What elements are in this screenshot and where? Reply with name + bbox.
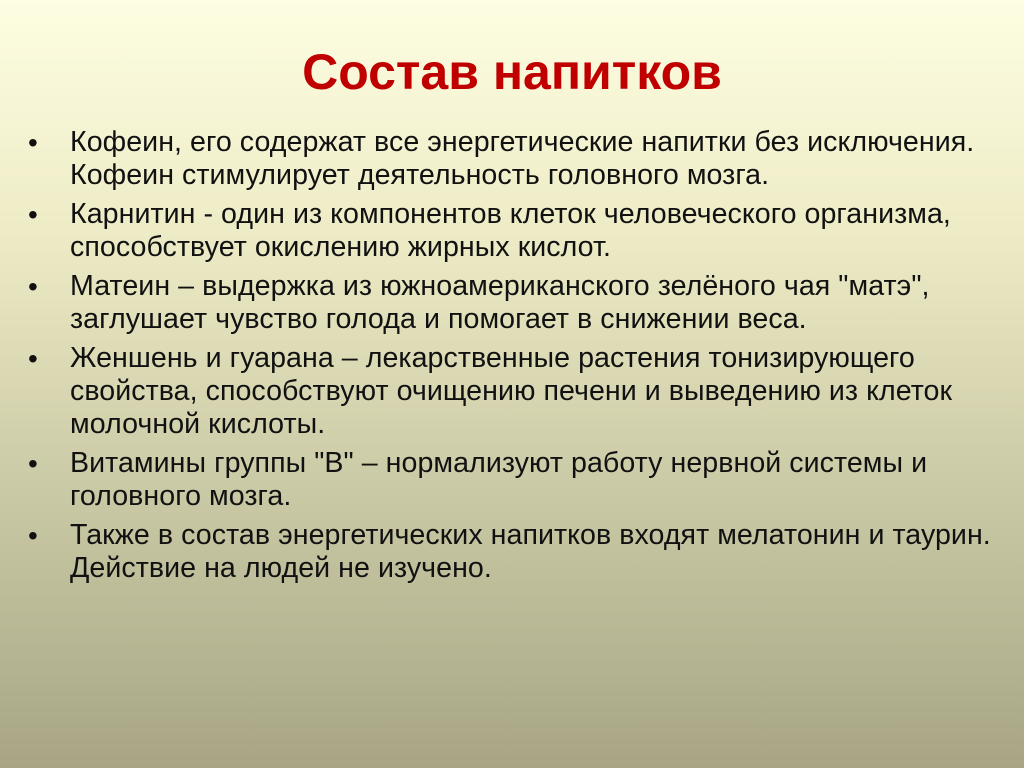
bullet-text: Также в состав энергетических напитков входят мелатонин и таурин. Действие на людей не изучено. bbox=[70, 519, 991, 584]
bullet-text: Карнитин - один из компонентов клеток человеческого организма, способствует окислению жирных кислот. bbox=[70, 198, 951, 263]
bullet-text: Матеин – выдержка из южноамериканского зелёного чая "матэ", заглушает чувство голода и помогает в снижении веса. bbox=[70, 270, 930, 335]
bullet-marker: • bbox=[28, 271, 38, 302]
bullet-marker: • bbox=[28, 343, 38, 374]
bullet-item bbox=[28, 447, 1018, 513]
bullet-marker: • bbox=[28, 448, 38, 479]
slide-title: Состав напитков bbox=[302, 44, 722, 100]
bullet-item bbox=[28, 198, 1018, 264]
bullet-item bbox=[28, 126, 1018, 192]
bullet-marker: • bbox=[28, 520, 38, 551]
bullet-item bbox=[28, 342, 1018, 441]
bullet-text: Женшень и гуарана – лекарственные растения тонизирующего свойства, способствуют очищению печени и выведению из клеток молочной кислоты. bbox=[70, 342, 953, 440]
bullet-marker: • bbox=[28, 127, 38, 158]
bullet-item bbox=[28, 519, 1018, 585]
bullet-text: Витамины группы "В" – нормализуют работу нервной системы и головного мозга. bbox=[70, 447, 928, 512]
bullet-item bbox=[28, 270, 1018, 336]
bullet-list bbox=[28, 126, 1018, 591]
bullet-text: Кофеин, его содержат все энергетические напитки без исключения. Кофеин стимулирует деятельность головного мозга. bbox=[70, 126, 975, 191]
bullet-marker: • bbox=[28, 199, 38, 230]
